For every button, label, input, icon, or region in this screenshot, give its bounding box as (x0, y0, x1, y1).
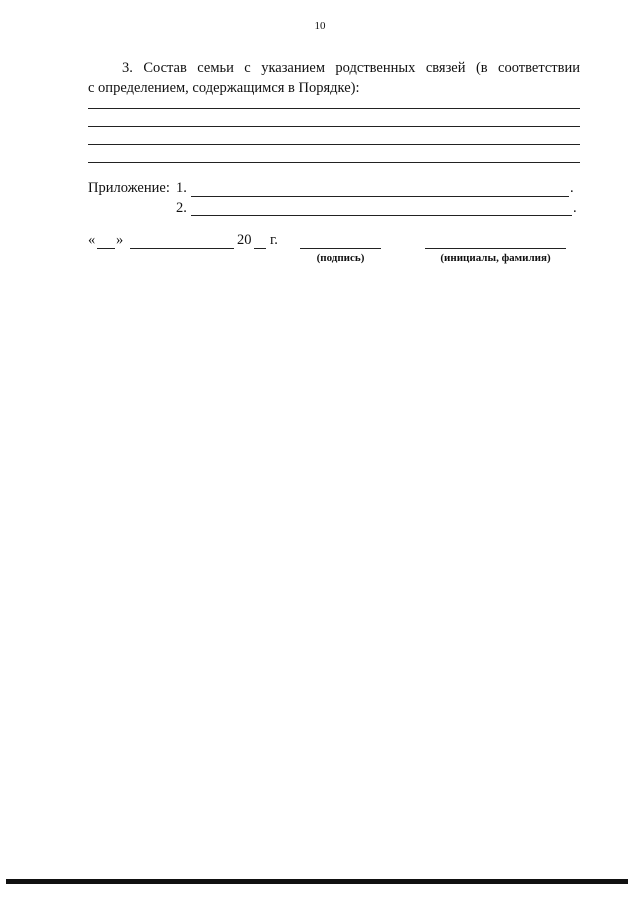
date-year-prefix: 20 (237, 232, 252, 248)
name-caption: (инициалы, фамилия) (440, 252, 551, 264)
date-close-quote: » (116, 232, 124, 248)
page-number: 10 (314, 20, 326, 32)
date-day-field[interactable] (97, 248, 115, 249)
family-composition-line-2[interactable] (88, 126, 580, 127)
appendix-item-2-field[interactable] (191, 215, 572, 216)
page-bottom-bar (6, 879, 628, 884)
signature-caption: (подпись) (316, 252, 365, 264)
name-field[interactable] (425, 248, 566, 249)
date-month-field[interactable] (130, 248, 234, 249)
appendix-item-1-field[interactable] (191, 196, 569, 197)
section-text-line-2: с определением, содержащимся в Порядке): (88, 80, 360, 96)
appendix-item-1-number: 1. (176, 180, 187, 196)
family-composition-line-3[interactable] (88, 144, 580, 145)
signature-field[interactable] (300, 248, 381, 249)
date-year-suffix: г. (270, 232, 278, 248)
appendix-item-2-end: . (573, 200, 577, 216)
family-composition-line-4[interactable] (88, 162, 580, 163)
appendix-label: Приложение: (88, 180, 170, 196)
family-composition-line-1[interactable] (88, 108, 580, 109)
appendix-item-2-number: 2. (176, 200, 187, 216)
section-text-line-1: 3. Состав семьи с указанием родственных связей (в соответствии (122, 60, 580, 76)
date-open-quote: « (88, 232, 96, 248)
date-year-field[interactable] (254, 248, 266, 249)
appendix-item-1-end: . (570, 180, 574, 196)
